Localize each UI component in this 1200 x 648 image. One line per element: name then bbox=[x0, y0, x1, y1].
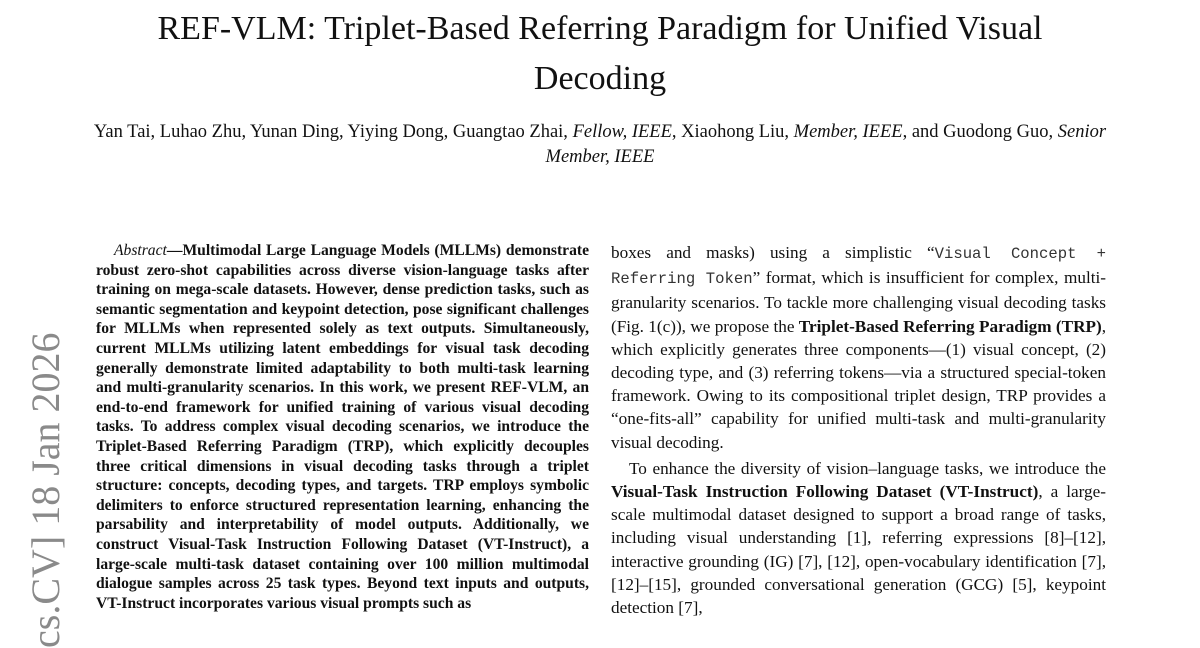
p1-code: Visual Concept + Referring Token bbox=[611, 245, 1106, 289]
p2-bold: Visual-Task Instruction Following Dataset (VT-Instruct) bbox=[611, 482, 1039, 502]
arxiv-watermark: cs.CV] 18 Jan 2026 bbox=[23, 332, 68, 648]
author-names-3: , and Guodong Guo, bbox=[902, 122, 1058, 142]
author-role-2: Member, IEEE bbox=[793, 122, 903, 142]
p2-text-a: To enhance the diversity of vision–language tasks, we introduce the bbox=[629, 458, 1106, 478]
author-list bbox=[80, 120, 1120, 170]
abstract-text: —Multimodal Large Language Models (MLLMs) demonstrate robust zero-shot capabilities across diverse vision-language tasks after training on mega-scale datasets. However, dense prediction tasks, such as semantic segmentation and keypoint detection, pose significant challenges for MLLMs when represented solely as text outputs. Simultaneously, current MLLMs utilizing latent embeddings for visual task decoding generally demonstrate limited adaptability to both multi-task learning and multi-granularity scenarios. In this work, we present REF-VLM, an end-to-end framework for unified training of various visual decoding tasks. To address complex visual decoding scenarios, we introduce the Triplet-Based Referring Paradigm (TRP), which explicitly decouples three critical dimensions in visual decoding tasks through a triplet structure: concepts, decoding types, and targets. TRP employs symbolic delimiters to enforce structured representation learning, enhancing the parsability and interpretability of model outputs. Additionally, we construct Visual-Task Instruction Following Dataset (VT-Instruct), a large-scale multi-task dataset containing over 100 million multimodal dialogue samples across 25 task types. Beyond text inputs and outputs, VT-Instruct incorporates various visual prompts such as bbox=[96, 242, 589, 612]
paper-title: REF-VLM: Triplet-Based Referring Paradigm for Unified Visual Decoding bbox=[157, 10, 1043, 97]
author-role-3: Senior Member, IEEE bbox=[545, 122, 1107, 167]
intro-paragraph-1 bbox=[611, 241, 1106, 454]
intro-paragraph-2 bbox=[611, 457, 1106, 619]
p2-text-b: , a large-scale multimodal dataset designed to support a broad range of tasks, including visual understanding [1], referring expressions [8]–[12], interactive grounding (IG) [7], [12], open-vocabulary identification [7], [12]–[15], grounded conversational generation (GCG) [5], keypoint detection [7], bbox=[611, 482, 1106, 618]
author-names-2: , Xiaohong Liu, bbox=[671, 122, 794, 142]
author-role-1: Fellow, IEEE bbox=[572, 122, 672, 142]
abstract bbox=[96, 241, 589, 613]
p1-text-c: , which explicitly generates three components—(1) visual concept, (2) decoding type, and (3) referring tokens—via a structured special-token framework. Owing to its compositional triplet design, TRP provides a “one-fits-all” capability for unified multi-task and multi-granularity visual decoding. bbox=[611, 316, 1107, 452]
p1-text-a: boxes and masks) using a simplistic “ bbox=[611, 243, 935, 262]
abstract-label: Abstract bbox=[114, 242, 167, 259]
p1-text-b: ” format, which is insufficient for complex, multi-granularity scenarios. To tackle more challenging visual decoding tasks (Fig. 1(c)), we propose the bbox=[611, 268, 1106, 336]
intro-column bbox=[611, 241, 1106, 619]
p1-bold: Triplet-Based Referring Paradigm (TRP) bbox=[798, 316, 1102, 336]
author-names-1: Yan Tai, Luhao Zhu, Yunan Ding, Yiying Dong, Guangtao Zhai, bbox=[93, 122, 573, 142]
